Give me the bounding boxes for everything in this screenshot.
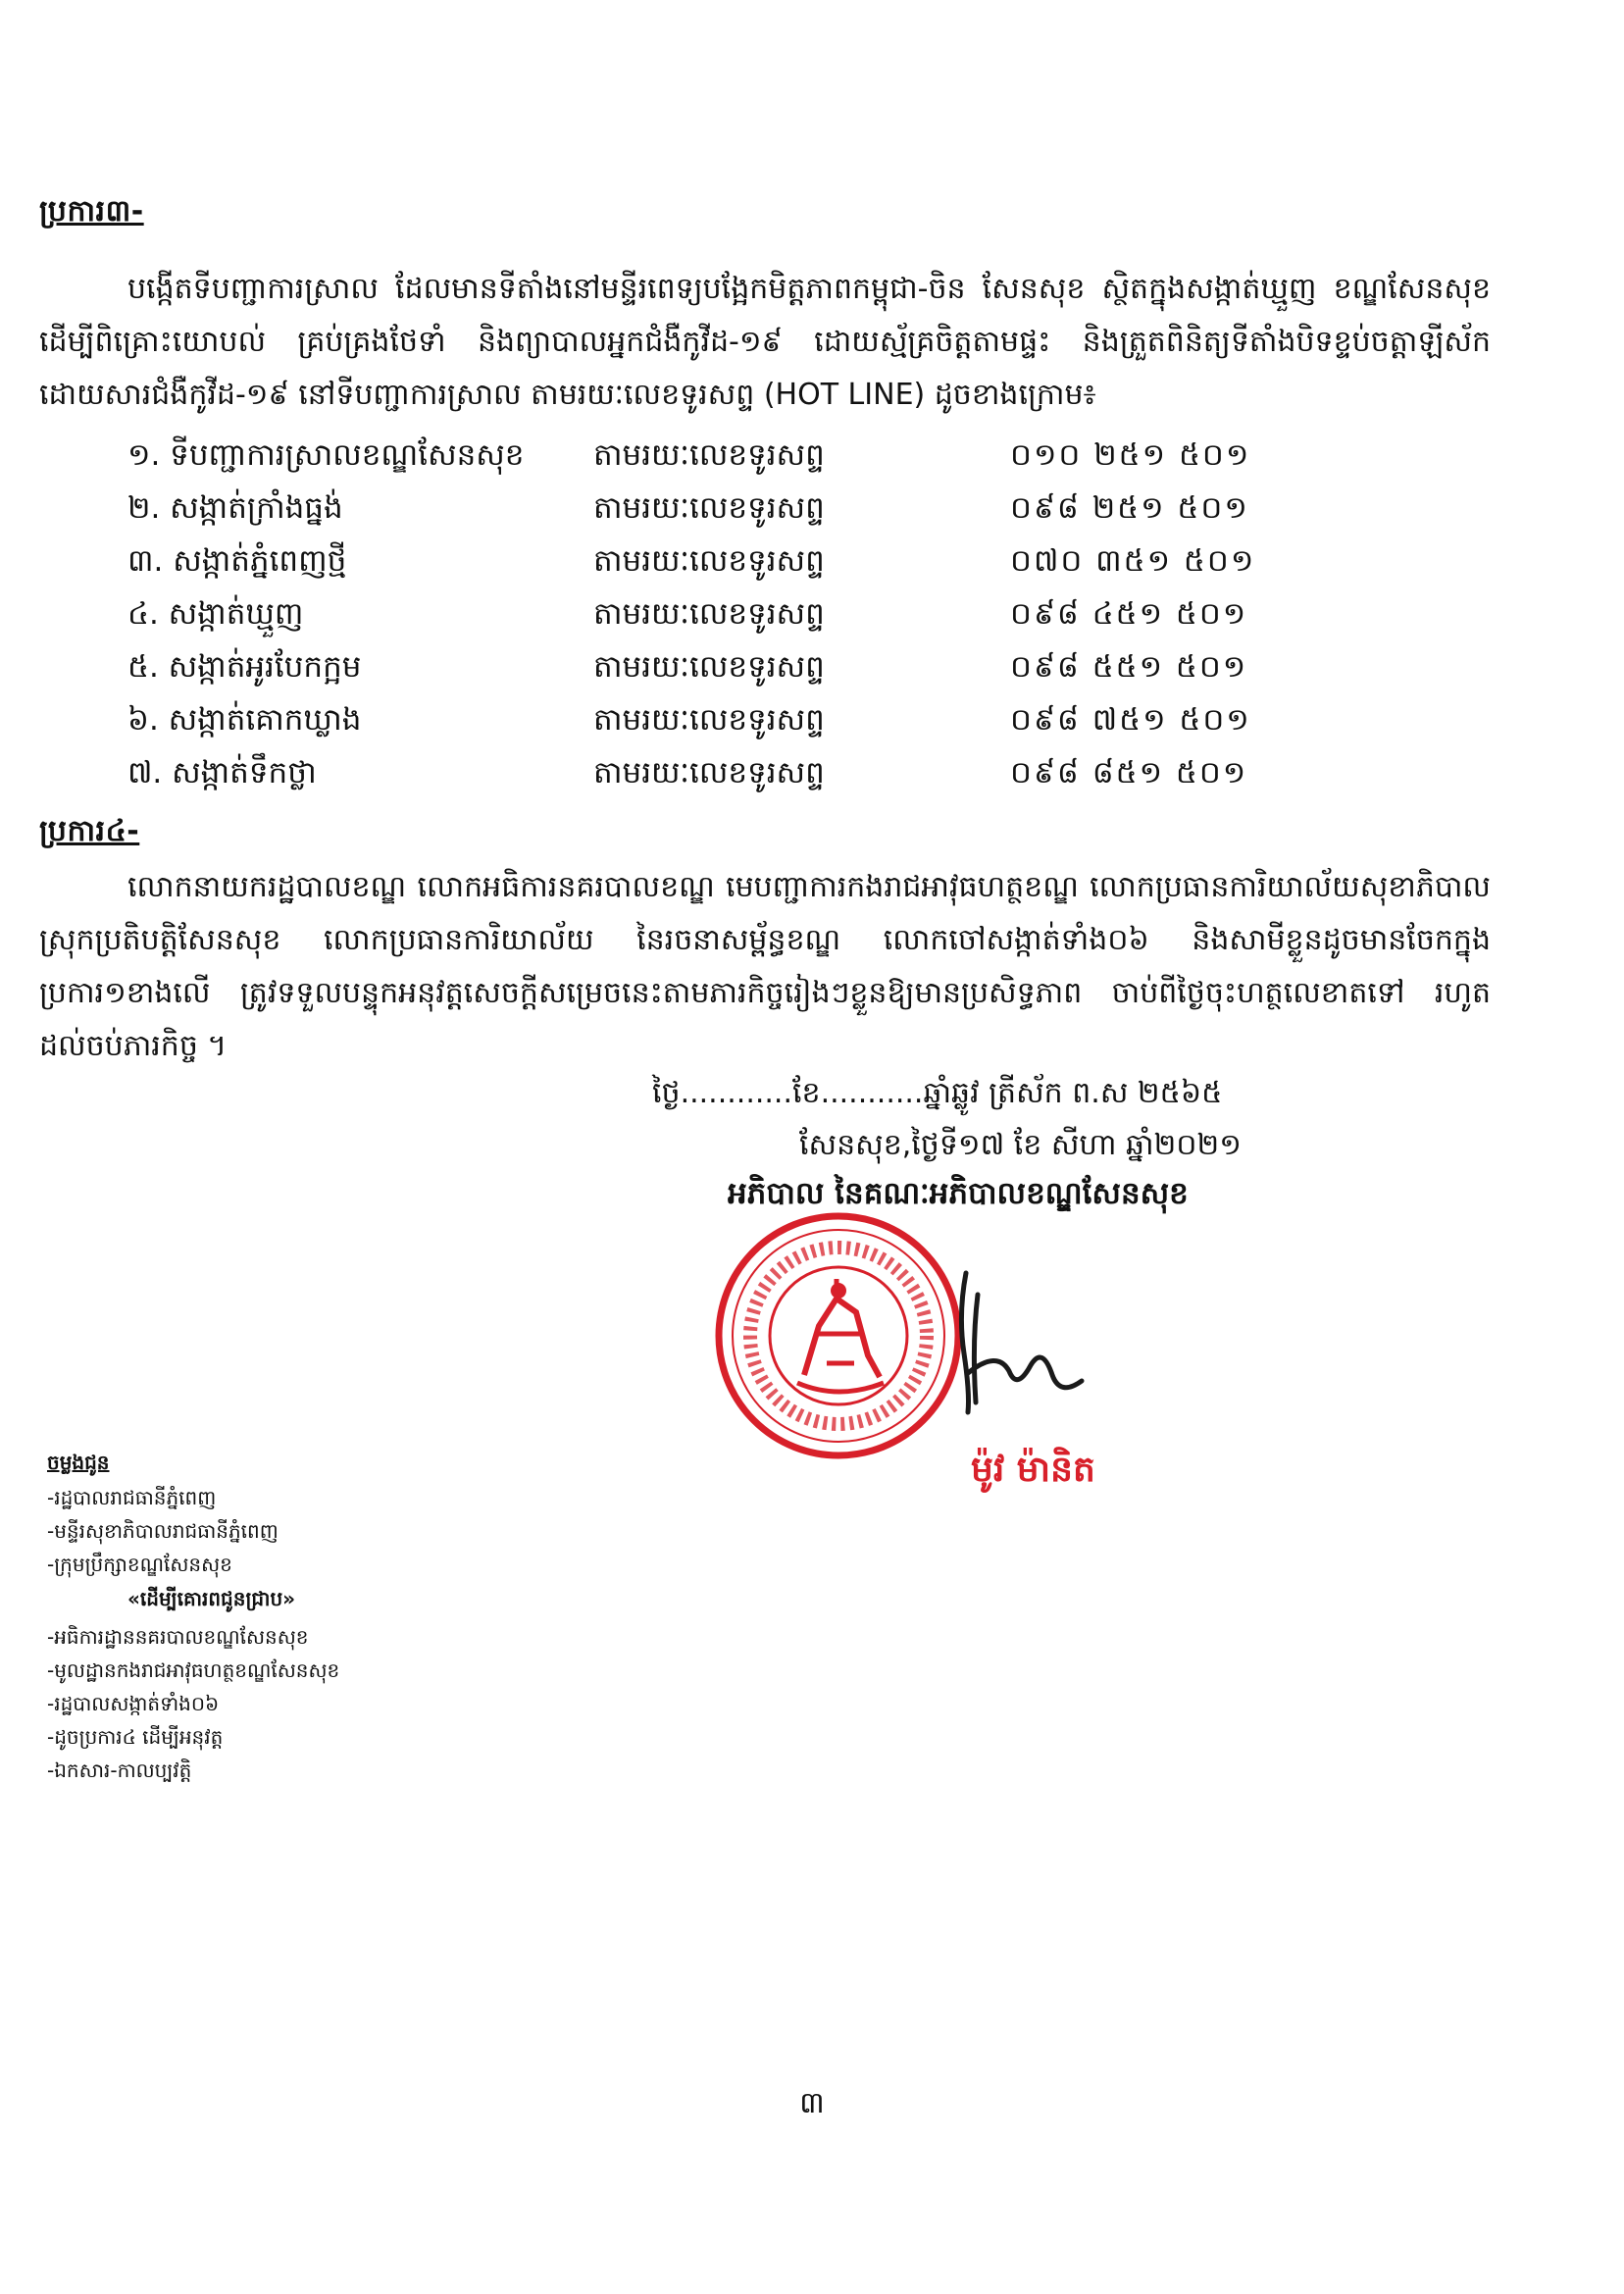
signer-title: អភិបាល នៃគណៈអភិបាលខណ្ឌសែនសុខ bbox=[728, 1176, 1189, 1211]
list-item: -ដូចប្រការ៤ ដើម្បីអនុវត្ត bbox=[47, 1725, 224, 1749]
hotline-row bbox=[127, 648, 1304, 697]
list-item: -អធិការដ្ឋាននគរបាលខណ្ឌសែនសុខ bbox=[47, 1625, 309, 1649]
hotline-via: តាមរយៈលេខទូរសព្ទ bbox=[593, 543, 825, 579]
section-3-heading: ប្រការ៣- bbox=[39, 194, 144, 229]
hotline-name: ៦. សង្កាត់គោកឃ្លាង bbox=[127, 702, 362, 738]
list-item: -ក្រុមប្រឹក្សាខណ្ឌសែនសុខ bbox=[47, 1553, 232, 1576]
hotline-name: ៣. សង្កាត់ភ្នំពេញថ្មី bbox=[127, 543, 347, 579]
section-3-paragraph bbox=[39, 263, 1491, 422]
hotline-name: ២. សង្កាត់ក្រាំងធ្នង់ bbox=[127, 490, 343, 526]
hotline-row bbox=[127, 436, 1304, 485]
hotline-row bbox=[127, 701, 1304, 750]
hotline-number: ០៩៨ ៤៥១ ៥០១ bbox=[1010, 596, 1248, 632]
hotline-name: ៥. សង្កាត់អូរបែកក្អម bbox=[127, 649, 362, 685]
hotline-row bbox=[127, 754, 1304, 803]
hotline-via: តាមរយៈលេខទូរសព្ទ bbox=[593, 596, 825, 632]
hotline-number: ០៩៨ ២៥១ ៥០១ bbox=[1010, 490, 1249, 526]
list-item: -រដ្ឋបាលរាជធានីភ្នំពេញ bbox=[47, 1486, 217, 1509]
list-item: -មូលដ្ឋានកងរាជអាវុធហត្ថខណ្ឌសែនសុខ bbox=[47, 1658, 340, 1682]
hotline-number: ០៩៨ ៧៥១ ៥០១ bbox=[1010, 702, 1251, 738]
hotline-number: ០៧០ ៣៥១ ៥០១ bbox=[1010, 543, 1256, 579]
signer-name: ម៉ូវ ម៉ានិត bbox=[971, 1450, 1095, 1490]
distribution-list bbox=[47, 1481, 279, 1581]
hotline-row bbox=[127, 489, 1304, 538]
hotline-via: តាមរយៈលេខទូរសព្ទ bbox=[593, 702, 825, 738]
lunar-date: ថ្ងៃ............ខែ...........ឆ្នាំឆ្លូវ ត្រីស័ក ព.ស ២៥៦៥ bbox=[652, 1076, 1223, 1110]
list-item: -រដ្ឋបាលសង្កាត់ទាំង០៦ bbox=[47, 1692, 220, 1715]
hotline-row bbox=[127, 542, 1304, 591]
distribution-list bbox=[47, 1620, 339, 1787]
distribution-subheading: «ដើម្បីគោរពជូនជ្រាប» bbox=[127, 1587, 296, 1610]
place-date: សែនសុខ,ថ្ងៃទី១៧ ខែ សីហា ឆ្នាំ២០២១ bbox=[799, 1128, 1242, 1162]
hotline-via: តាមរយៈលេខទូរសព្ទ bbox=[593, 437, 825, 473]
hotline-name: ៤. សង្កាត់ឃ្មួញ bbox=[127, 596, 304, 632]
list-item: -មន្ទីរសុខាភិបាលរាជធានីភ្នំពេញ bbox=[47, 1519, 279, 1543]
hotline-via: តាមរយៈលេខទូរសព្ទ bbox=[593, 649, 825, 685]
distribution-heading: ចម្លងជូន bbox=[47, 1451, 110, 1474]
hotline-number: ០៩៨ ៥៥១ ៥០១ bbox=[1010, 649, 1248, 685]
hotline-row bbox=[127, 595, 1304, 644]
hotline-name: ៧. សង្កាត់ទឹកថ្លា bbox=[127, 755, 317, 790]
section-4-heading: ប្រការ៤- bbox=[39, 814, 140, 848]
handwritten-signature-icon bbox=[907, 1255, 1093, 1422]
section-4-paragraph bbox=[39, 861, 1491, 1073]
hotline-number: ០៩៨ ៨៥១ ៥០១ bbox=[1010, 755, 1248, 790]
hotline-name: ១. ទីបញ្ជាការស្រាលខណ្ឌសែនសុខ bbox=[127, 437, 525, 473]
page-number: ៣ bbox=[799, 2086, 825, 2120]
section-3-text: បង្កើតទីបញ្ជាការស្រាល ដែលមានទីតាំងនៅមន្ទីរពេទ្យបង្អែកមិត្តភាពកម្ពុជា-ចិន សែនសុខ ស្ថិតក្នុងសង្កាត់ឃ្មួញ ខណ្ឌសែនសុខ ដើម្បីពិគ្រោះយោបល់ គ្រប់គ្រងថែទាំ និងព្យាបាលអ្នកជំងឺកូវីដ-១៩ ដោយស្ម័គ្រចិត្តតាមផ្ទះ និងត្រួតពិនិត្យទីតាំងបិទខ្ទប់ចត្តាឡីស័កដោយសារជំងឺកូវីដ-១៩ នៅទីបញ្ជាការស្រាល តាមរយៈលេខទូរសព្ទ (HOT LINE) ដូចខាងក្រោម៖ bbox=[39, 272, 1491, 412]
hotline-number: ០១០ ២៥១ ៥០១ bbox=[1010, 437, 1251, 473]
list-item: -ឯកសារ-កាលប្បវត្តិ bbox=[47, 1759, 192, 1782]
hotline-via: តាមរយៈលេខទូរសព្ទ bbox=[593, 755, 825, 790]
section-4-text: លោកនាយករដ្ឋបាលខណ្ឌ លោកអធិការនគរបាលខណ្ឌ មេបញ្ជាការកងរាជអាវុធហត្ថខណ្ឌ លោកប្រធានការិយាល័យសុខាភិបាលស្រុកប្រតិបត្តិសែនសុខ លោកប្រធានការិយាល័យ នៃរចនាសម្ព័ន្ធខណ្ឌ លោកចៅសង្កាត់ទាំង០៦ និងសាមីខ្លួនដូចមានចែកក្នុងប្រការ១ខាងលើ ត្រូវទទួលបន្ទុកអនុវត្តសេចក្តីសម្រេចនេះតាមភារកិច្ចរៀងៗខ្លួនឱ្យមានប្រសិទ្ធភាព ចាប់ពីថ្ងៃចុះហត្ថលេខាតទៅ រហូតដល់ចប់ភារកិច្ច ។ bbox=[39, 870, 1491, 1063]
hotline-via: តាមរយៈលេខទូរសព្ទ bbox=[593, 490, 825, 526]
